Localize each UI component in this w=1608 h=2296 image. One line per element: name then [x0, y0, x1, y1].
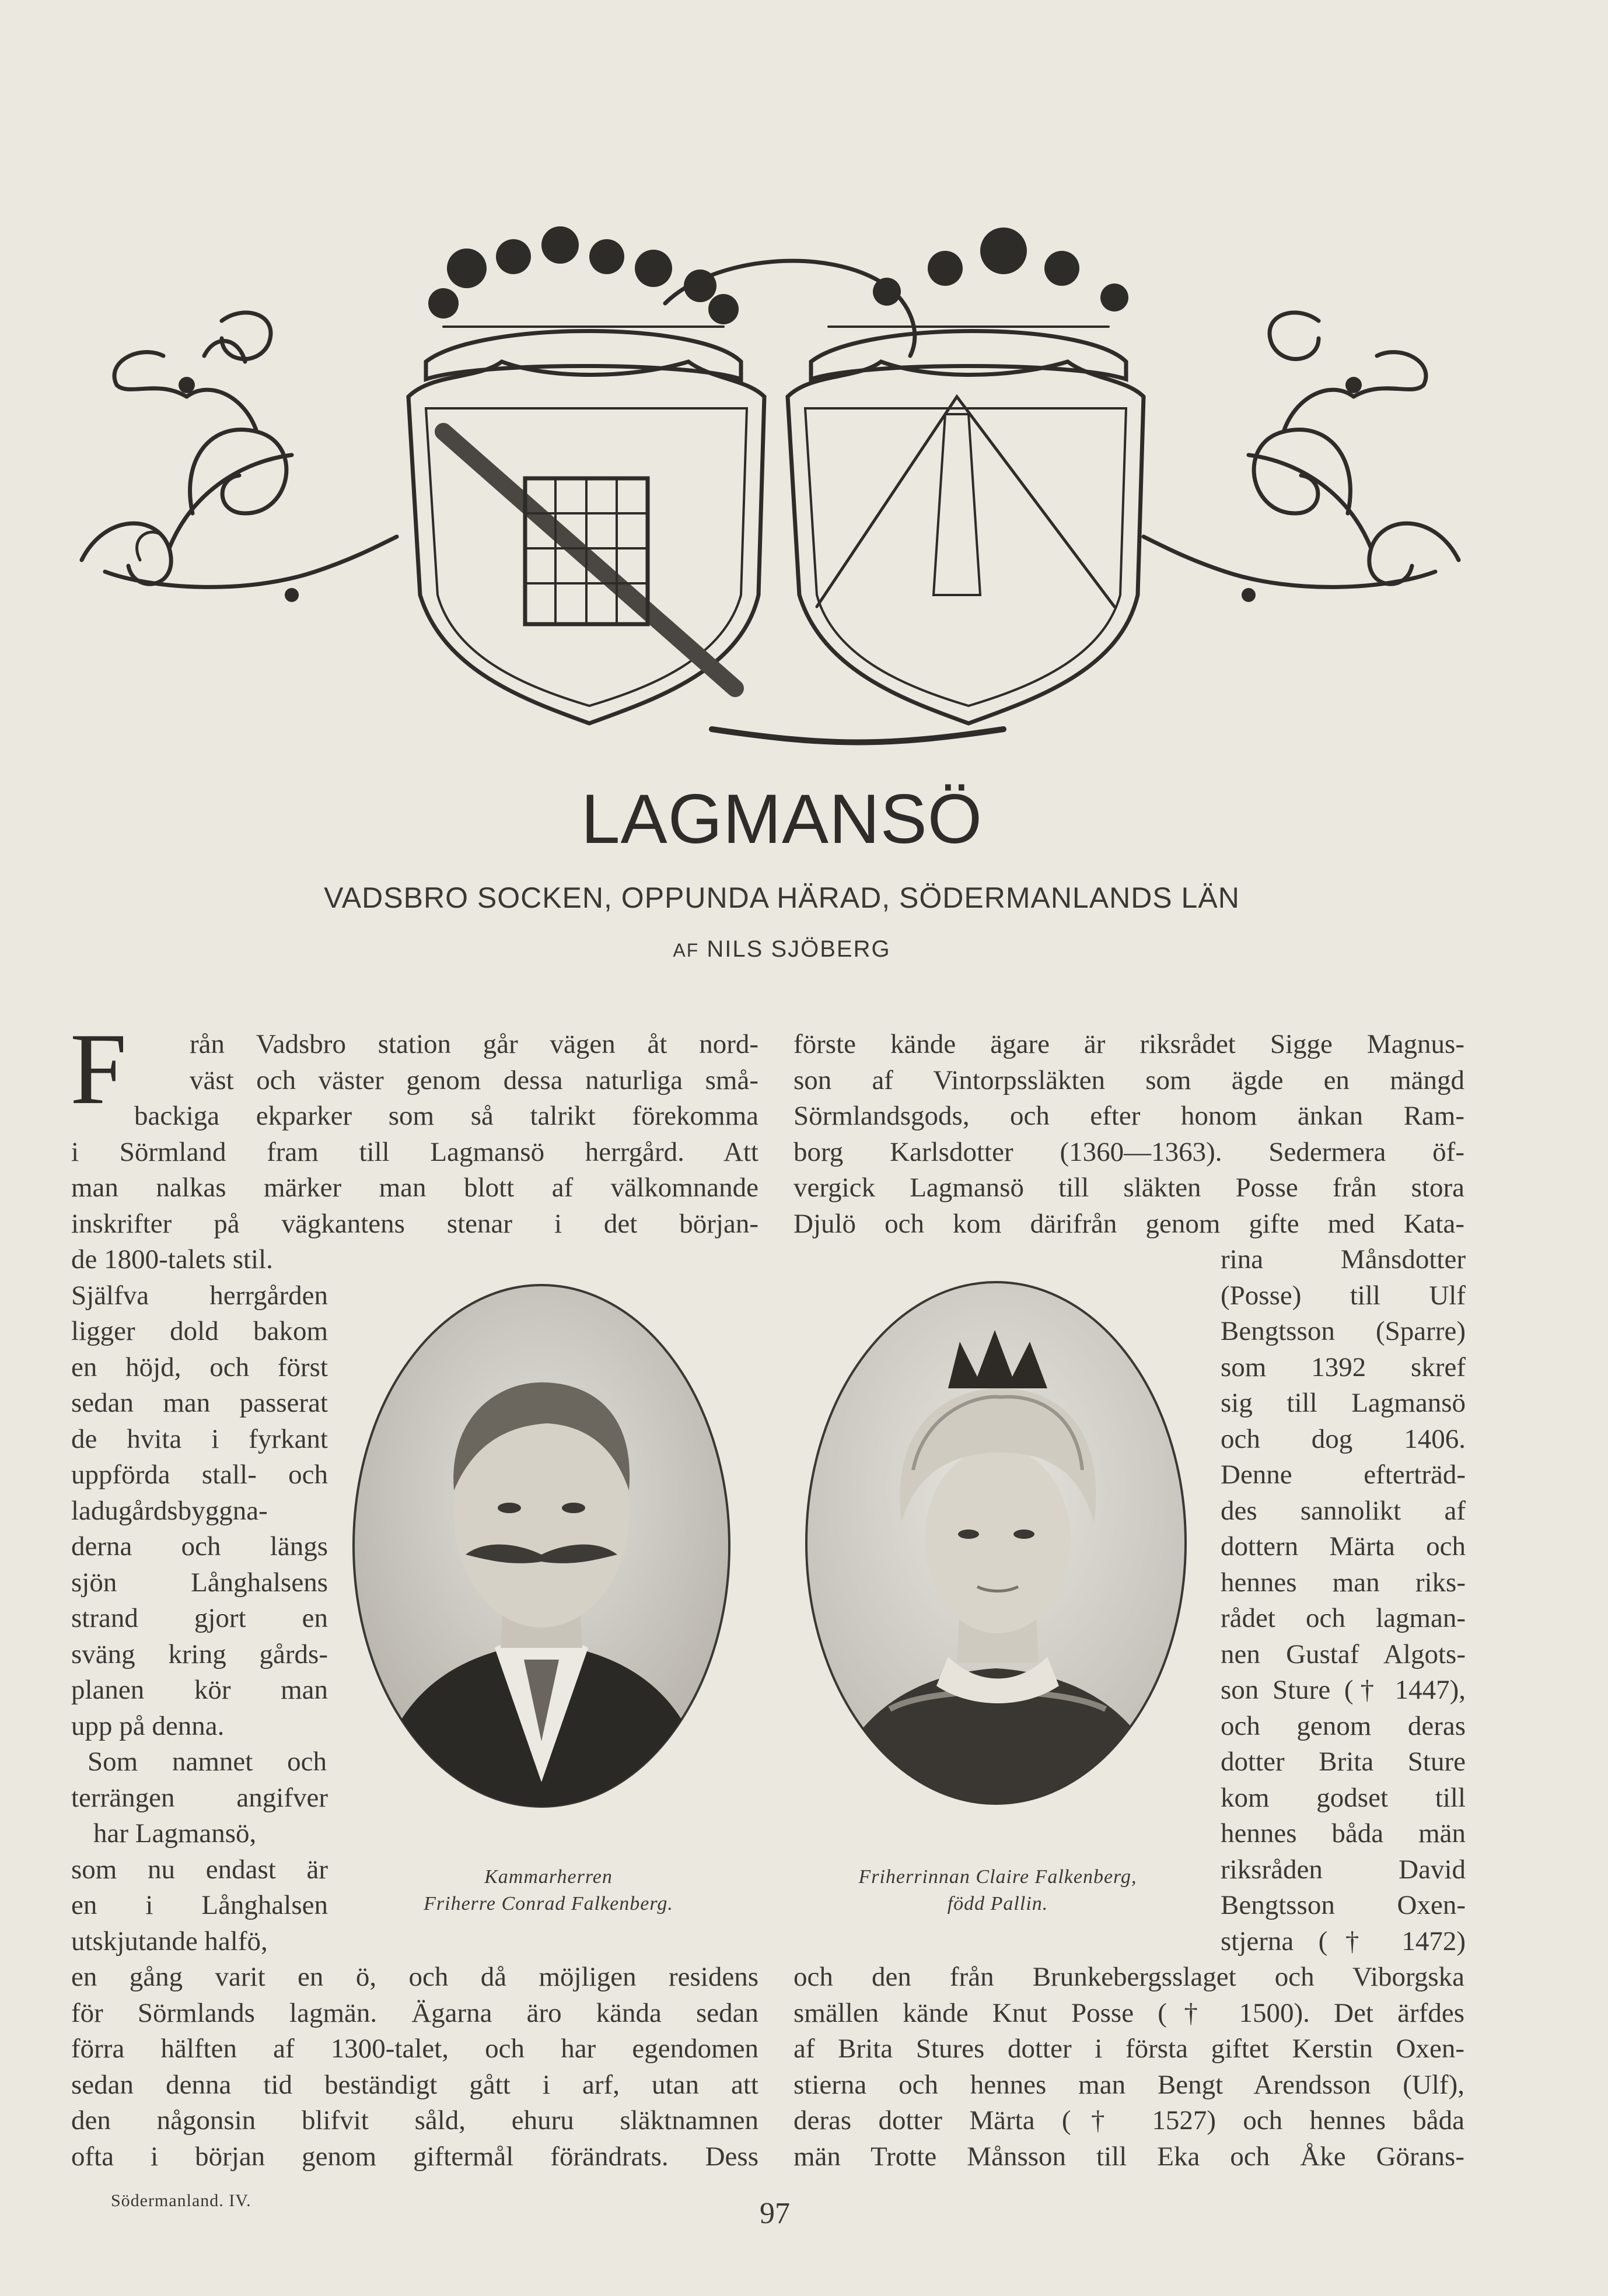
text-line: som nu endast är [71, 1854, 328, 1885]
text-line: Som namnet och [88, 1746, 327, 1777]
caption-man-line2: Friherre Conrad Falkenberg. [424, 1892, 673, 1915]
text-line: Denne efterträd- [1221, 1460, 1466, 1490]
text-line: rådet och lagman- [1221, 1603, 1466, 1633]
text-line: backiga ekparker som så talrikt förekomma [134, 1101, 758, 1131]
caption-man [385, 1864, 712, 1917]
caption-man-line1: Kammarherren [484, 1866, 613, 1888]
text-line: Djulö och kom därifrån genom gifte med Kata- [793, 1208, 1464, 1239]
caption-woman-line1: Friherrinnan Claire Falkenberg, [858, 1866, 1137, 1888]
portrait-woman [802, 1278, 1190, 1808]
text-line: uppförda stall- och [71, 1460, 328, 1490]
text-line: den någonsin blifvit såld, ehuru släktnamnen [71, 2105, 758, 2136]
text-line: och den från Brunkebergsslaget och Viborgska [793, 1962, 1464, 1992]
text-line: planen kör man [71, 1675, 328, 1705]
text-line: af Brita Stures dotter i första giftet Kerstin Oxen- [793, 2034, 1464, 2064]
text-line: ladugårdsbyggna- [71, 1495, 268, 1526]
text-line: sedan man passerat [71, 1388, 328, 1418]
text-line: utskjutande halfö, [71, 1926, 268, 1957]
coat-of-arms-ornament [70, 187, 1470, 747]
byline-prefix: AF [673, 940, 700, 961]
text-line: (Posse) till Ulf [1221, 1280, 1466, 1311]
text-line: Bengtsson Oxen- [1221, 1890, 1466, 1920]
text-line: man nalkas märker man blott af välkomnande [71, 1172, 758, 1203]
page-title: LAGMANSÖ [581, 780, 983, 858]
text-line: och dog 1406. [1221, 1423, 1466, 1454]
text-line: borg Karlsdotter (1360—1363). Sedermera öf- [793, 1136, 1464, 1167]
caption-woman [817, 1864, 1179, 1917]
text-line: förste kände ägare är riksrådet Sigge Magnus- [793, 1029, 1464, 1059]
text-line: och genom deras [1221, 1710, 1466, 1741]
text-line: i Sörmland fram till Lagmansö herrgård. Att [71, 1136, 758, 1167]
text-line: deras dotter Märta († 1527) och hennes båda [793, 2105, 1464, 2136]
text-line: inskrifter på vägkantens stenar i det början- [71, 1208, 758, 1239]
text-line: kom godset till [1221, 1782, 1466, 1813]
text-line: son af Vintorpssläkten som ägde en mängd [793, 1065, 1464, 1096]
text-line: som 1392 skref [1221, 1352, 1466, 1382]
text-line: stierna och hennes man Bengt Arendsson (Ulf), [793, 2069, 1464, 2100]
text-line: ligger dold bakom [71, 1316, 328, 1346]
text-line: Själfva herrgården [71, 1280, 328, 1311]
text-line: ofta i början genom giftermål förändrats. Dess [71, 2141, 758, 2172]
text-line: nen Gustaf Algots- [1221, 1639, 1466, 1670]
text-line: son Sture († 1447), [1221, 1675, 1466, 1705]
caption-woman-line2: född Pallin. [947, 1892, 1048, 1915]
portrait-man [349, 1280, 734, 1811]
text-line: Sörmlandsgods, och efter honom änkan Ram- [793, 1101, 1464, 1131]
author-byline [0, 936, 1564, 963]
text-line: strand gjort en [71, 1603, 328, 1633]
text-line: dotter Brita Sture [1221, 1746, 1466, 1777]
text-line: de 1800-talets stil. [71, 1244, 273, 1275]
text-line: en gång varit en ö, och då möjligen residens [71, 1962, 758, 1992]
text-line: derna och längs [71, 1531, 328, 1562]
text-line: sväng kring gårds- [71, 1639, 328, 1670]
text-line: hennes man riks- [1221, 1567, 1466, 1598]
text-line: för Sörmlands lagmän. Ägarna äro kända sedan [71, 1997, 758, 2028]
text-line: förra hälften af 1300-talet, och har egendomen [71, 2034, 758, 2064]
text-line: smällen kände Knut Posse († 1500). Det ärfdes [793, 1997, 1464, 2028]
page-subtitle: VADSBRO SOCKEN, OPPUNDA HÄRAD, SÖDERMANLANDS LÄN [324, 881, 1240, 914]
page-number: 97 [760, 2197, 790, 2230]
text-line: dottern Märta och [1221, 1531, 1466, 1562]
text-line: terrängen angifver [71, 1782, 328, 1813]
text-line: en höjd, och först [71, 1352, 328, 1382]
text-line: de hvita i fyrkant [71, 1423, 328, 1454]
text-line: Bengtsson (Sparre) [1221, 1316, 1466, 1346]
text-line: sjön Långhalsens [71, 1567, 328, 1598]
text-line: sig till Lagmansö [1221, 1388, 1466, 1418]
drop-cap: F [70, 1012, 127, 1125]
byline-author: NILS SJÖBERG [707, 936, 891, 962]
text-line: väst och väster genom dessa naturliga små- [190, 1065, 758, 1096]
footer-source: Södermanland. IV. [111, 2191, 251, 2210]
text-line: hennes båda män [1221, 1818, 1466, 1849]
text-line: upp på denna. [71, 1710, 225, 1741]
text-line: riksråden David [1221, 1854, 1466, 1885]
text-line: har Lagmansö, [93, 1818, 257, 1849]
text-line: sedan denna tid beständigt gått i arf, utan att [71, 2069, 758, 2100]
text-line: des sannolikt af [1221, 1495, 1466, 1526]
text-line: rån Vadsbro station går vägen åt nord- [190, 1029, 758, 1059]
text-line: en i Långhalsen [71, 1890, 328, 1920]
text-line: rina Månsdotter [1221, 1244, 1466, 1275]
text-line: män Trotte Månsson till Eka och Åke Görans- [793, 2141, 1464, 2172]
text-line: vergick Lagmansö till släkten Posse från stora [793, 1172, 1464, 1203]
text-line: stjerna († 1472) [1221, 1926, 1466, 1957]
